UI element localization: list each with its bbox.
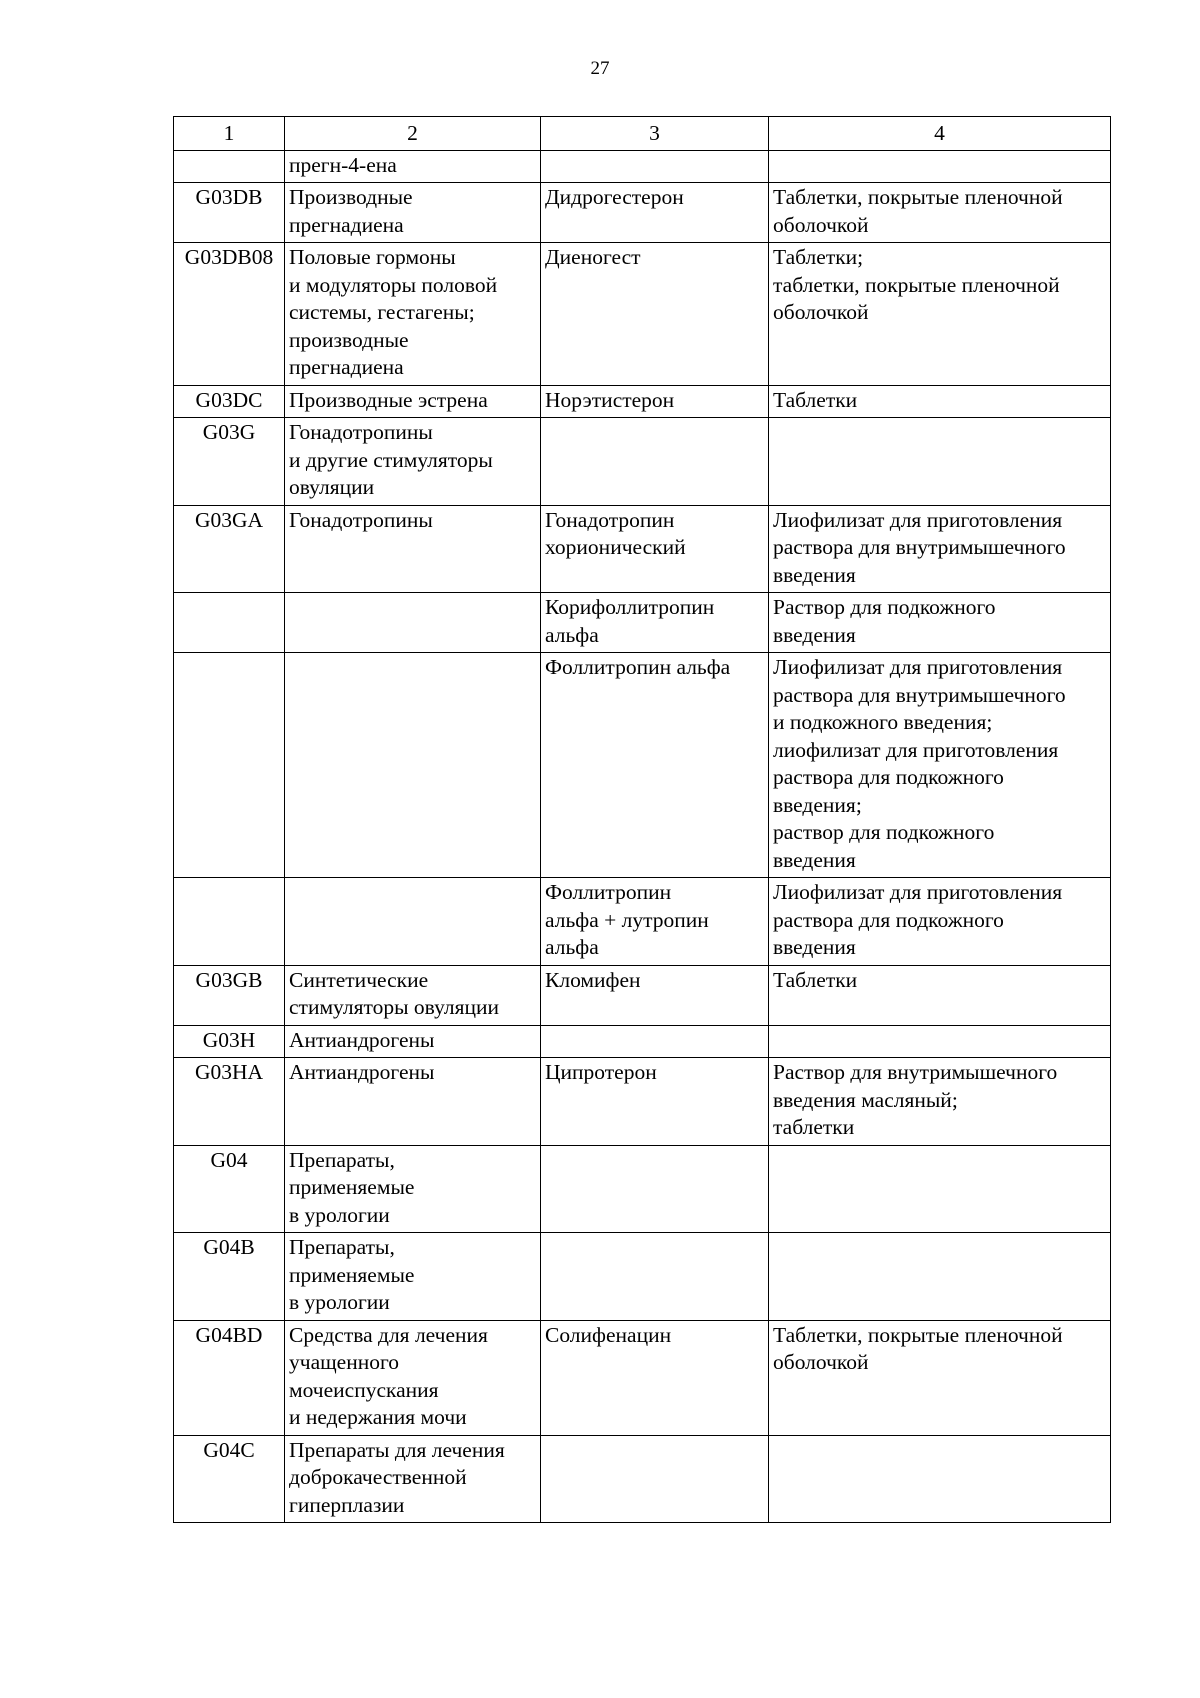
atc-code-cell: G03DC	[174, 385, 285, 418]
table-row	[174, 1025, 1111, 1058]
dosage-form-cell	[769, 418, 1111, 506]
substance-cell: Ципротерон	[541, 1058, 769, 1146]
substance-cell: Гонадотропин хорионический	[541, 505, 769, 593]
substance-cell: Корифоллитропин альфа	[541, 593, 769, 653]
group-name-cell: Препараты для лечения доброкачественной гиперплазии	[285, 1435, 541, 1523]
substance-cell: Диеногест	[541, 243, 769, 386]
substance-cell	[541, 1435, 769, 1523]
atc-code-cell: G04B	[174, 1233, 285, 1321]
table-row	[174, 593, 1111, 653]
atc-code-cell: G03GA	[174, 505, 285, 593]
table-row	[174, 1145, 1111, 1233]
group-name-cell: Препараты, применяемые в урологии	[285, 1145, 541, 1233]
table-row	[174, 183, 1111, 243]
column-header-4: 4	[769, 117, 1111, 151]
atc-code-cell: G04BD	[174, 1320, 285, 1435]
atc-code-cell: G03H	[174, 1025, 285, 1058]
group-name-cell: Средства для лечения учащенного мочеиспускания и недержания мочи	[285, 1320, 541, 1435]
atc-code-cell: G04	[174, 1145, 285, 1233]
group-name-cell: прегн-4-ена	[285, 150, 541, 183]
substance-cell: Дидрогестерон	[541, 183, 769, 243]
dosage-form-cell	[769, 1435, 1111, 1523]
dosage-form-cell: Раствор для внутримышечного введения масляный; таблетки	[769, 1058, 1111, 1146]
atc-code-cell: G03G	[174, 418, 285, 506]
dosage-form-cell	[769, 1233, 1111, 1321]
dosage-form-cell: Лиофилизат для приготовления раствора для подкожного введения	[769, 878, 1111, 966]
table-row	[174, 385, 1111, 418]
table-row	[174, 1058, 1111, 1146]
group-name-cell: Препараты, применяемые в урологии	[285, 1233, 541, 1321]
atc-code-cell	[174, 150, 285, 183]
table-row	[174, 878, 1111, 966]
column-header-3: 3	[541, 117, 769, 151]
atc-code-cell	[174, 878, 285, 966]
substance-cell: Норэтистерон	[541, 385, 769, 418]
atc-code-cell: G03DB	[174, 183, 285, 243]
table-row	[174, 1435, 1111, 1523]
column-header-2: 2	[285, 117, 541, 151]
table-row	[174, 965, 1111, 1025]
group-name-cell	[285, 593, 541, 653]
dosage-form-cell: Раствор для подкожного введения	[769, 593, 1111, 653]
group-name-cell: Производные прегнадиена	[285, 183, 541, 243]
dosage-form-cell: Лиофилизат для приготовления раствора для внутримышечного введения	[769, 505, 1111, 593]
substance-cell: Фоллитропин альфа + лутропин альфа	[541, 878, 769, 966]
table-header-row	[174, 117, 1111, 151]
substance-cell	[541, 1025, 769, 1058]
dosage-form-cell: Таблетки, покрытые пленочной оболочкой	[769, 1320, 1111, 1435]
dosage-form-cell: Таблетки	[769, 965, 1111, 1025]
table-row	[174, 1233, 1111, 1321]
substance-cell	[541, 150, 769, 183]
drug-list-table	[173, 116, 1111, 1523]
atc-code-cell: G03GB	[174, 965, 285, 1025]
substance-cell	[541, 1233, 769, 1321]
substance-cell: Кломифен	[541, 965, 769, 1025]
table-row	[174, 505, 1111, 593]
group-name-cell: Половые гормоны и модуляторы половой системы, гестагены; производные прегнадиена	[285, 243, 541, 386]
group-name-cell: Производные эстрена	[285, 385, 541, 418]
group-name-cell	[285, 878, 541, 966]
substance-cell: Солифенацин	[541, 1320, 769, 1435]
table-row	[174, 150, 1111, 183]
dosage-form-cell	[769, 150, 1111, 183]
atc-code-cell	[174, 593, 285, 653]
group-name-cell: Гонадотропины и другие стимуляторы овуляции	[285, 418, 541, 506]
column-header-1: 1	[174, 117, 285, 151]
group-name-cell	[285, 653, 541, 878]
substance-cell	[541, 1145, 769, 1233]
atc-code-cell: G04C	[174, 1435, 285, 1523]
page-number: 27	[590, 58, 610, 79]
dosage-form-cell: Таблетки, покрытые пленочной оболочкой	[769, 183, 1111, 243]
dosage-form-cell	[769, 1145, 1111, 1233]
dosage-form-cell: Таблетки	[769, 385, 1111, 418]
group-name-cell: Синтетические стимуляторы овуляции	[285, 965, 541, 1025]
atc-code-cell: G03DB08	[174, 243, 285, 386]
dosage-form-cell	[769, 1025, 1111, 1058]
substance-cell	[541, 418, 769, 506]
table-body	[174, 150, 1111, 1523]
group-name-cell: Антиандрогены	[285, 1025, 541, 1058]
dosage-form-cell: Таблетки; таблетки, покрытые пленочной оболочкой	[769, 243, 1111, 386]
atc-code-cell: G03HA	[174, 1058, 285, 1146]
table-row	[174, 418, 1111, 506]
dosage-form-cell: Лиофилизат для приготовления раствора для внутримышечного и подкожного введения; лиофилизат для приготовления раствора для подкожного введения; раствор для подкожного введения	[769, 653, 1111, 878]
table-row	[174, 243, 1111, 386]
table-row	[174, 653, 1111, 878]
group-name-cell: Антиандрогены	[285, 1058, 541, 1146]
substance-cell: Фоллитропин альфа	[541, 653, 769, 878]
table-row	[174, 1320, 1111, 1435]
atc-code-cell	[174, 653, 285, 878]
group-name-cell: Гонадотропины	[285, 505, 541, 593]
